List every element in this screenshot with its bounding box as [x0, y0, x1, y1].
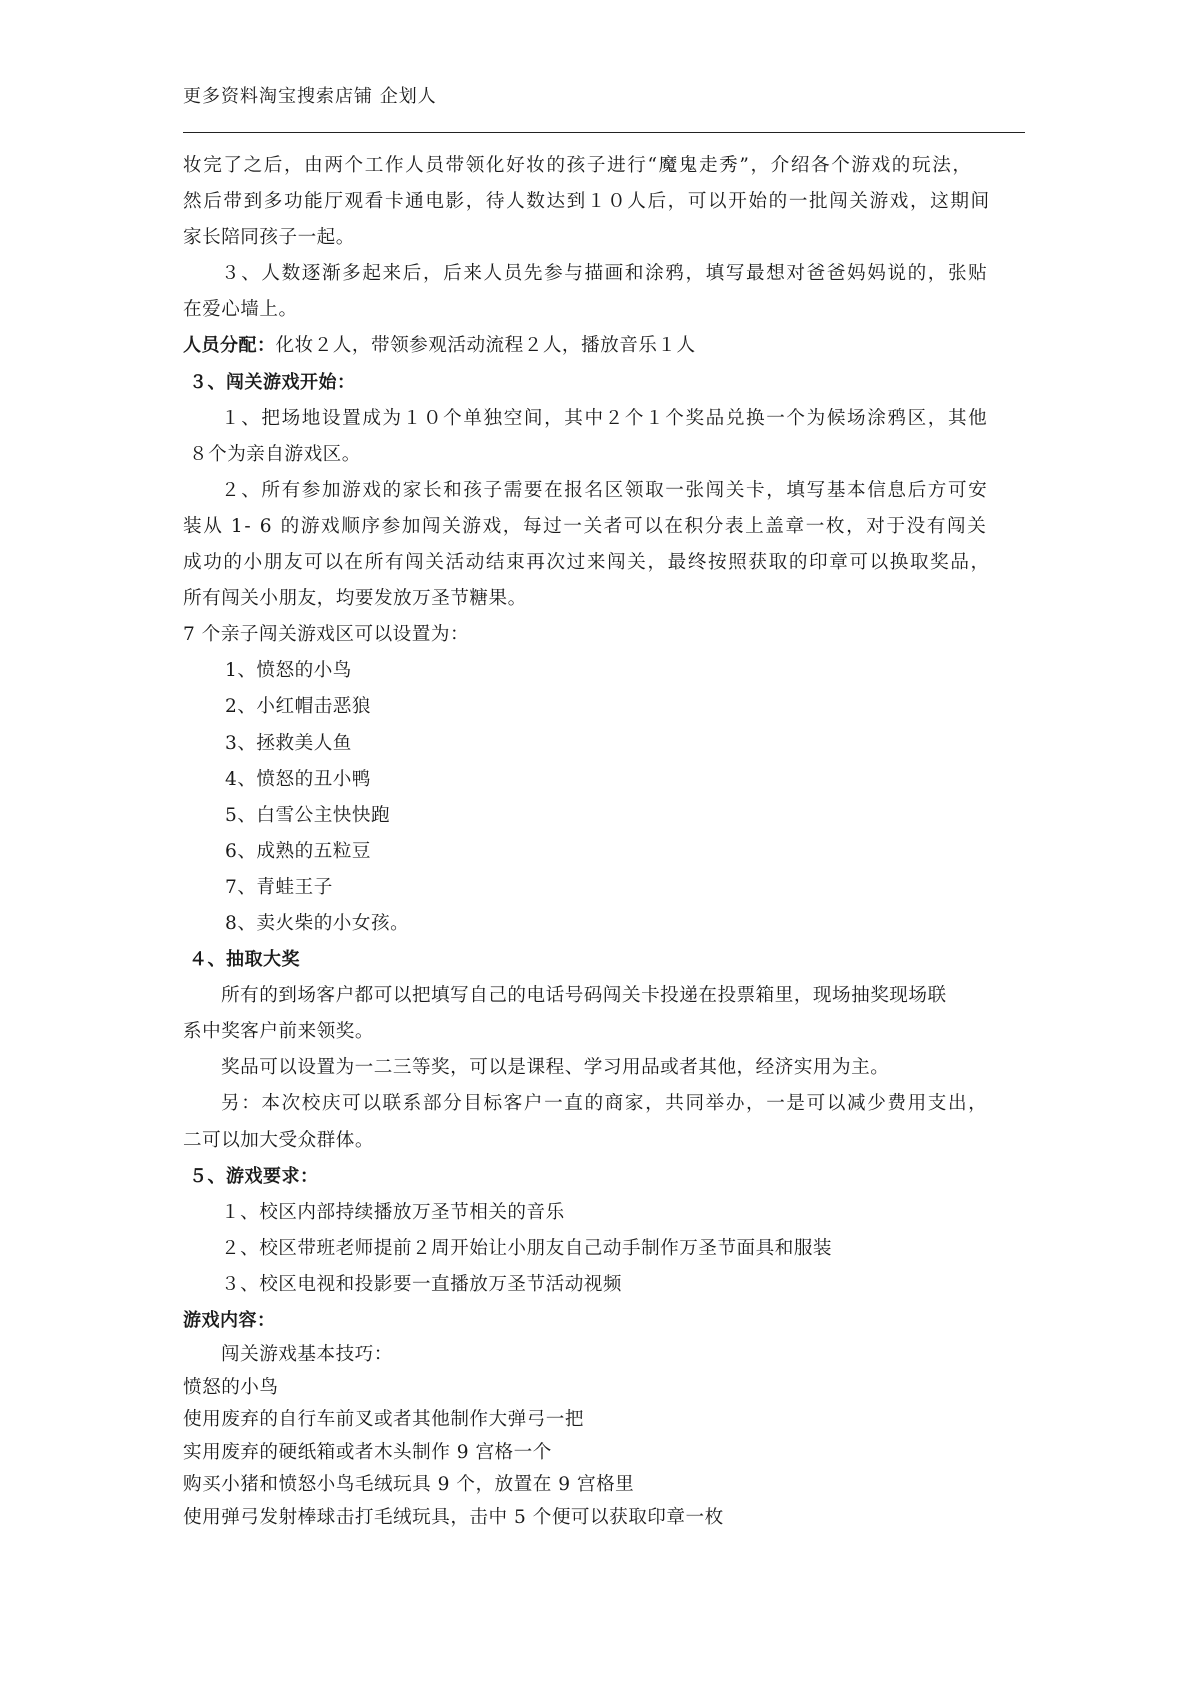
list-item: ３、校区电视和投影要一直播放万圣节活动视频 [221, 1273, 622, 1295]
paragraph-line: ８个为亲自游戏区。 [189, 443, 361, 465]
document-body [183, 148, 1025, 1534]
game-step: 实用废弃的硬纸箱或者木头制作 9 宫格一个 [183, 1441, 552, 1463]
paragraph-line: 然后带到多功能厅观看卡通电影，待人数达到１０人后，可以开始的一批闯关游戏，这期间 [183, 191, 991, 213]
paragraph-line: 系中奖客户前来领奖。 [183, 1021, 374, 1043]
game-content-heading: 游戏内容： [183, 1310, 276, 1331]
paragraph-line: 家长陪同孩子一起。 [183, 227, 355, 249]
section-5-heading: ５、游戏要求： [189, 1165, 319, 1187]
zones-intro: 7 个亲子闯关游戏区可以设置为： [183, 624, 470, 646]
list-item: 2、小红帽击恶狼 [225, 696, 371, 718]
list-item: 8、卖火柴的小女孩。 [225, 912, 410, 934]
header-divider [183, 132, 1025, 133]
paragraph-line: 奖品可以设置为一二三等奖，可以是课程、学习用品或者其他，经济实用为主。 [221, 1057, 890, 1079]
paragraph-line: 成功的小朋友可以在所有闯关活动结束再次过来闯关，最终按照获取的印章可以换取奖品， [183, 552, 991, 574]
paragraph-line: 二可以加大受众群体。 [183, 1129, 374, 1151]
paragraph-line: ３、人数逐渐多起来后，后来人员先参与描画和涂鸦，填写最想对爸爸妈妈说的，张贴 [221, 263, 989, 285]
paragraph-line: 所有闯关小朋友，均要发放万圣节糖果。 [183, 588, 527, 610]
paragraph-line: 另：本次校庆可以联系部分目标客户一直的商家，共同举办，一是可以减少费用支出， [221, 1093, 989, 1115]
staff-label: 人员分配： [183, 335, 276, 357]
game-step: 使用废弃的自行车前叉或者其他制作大弹弓一把 [183, 1409, 584, 1431]
game-detail-block [183, 1339, 1025, 1534]
staff-text: 化妆２人，带领参观活动流程２人，播放音乐１人 [275, 335, 696, 357]
section-3-heading: ３、闯关游戏开始： [189, 371, 356, 393]
skills-intro: 闯关游戏基本技巧： [221, 1344, 393, 1366]
paragraph-line: ２、所有参加游戏的家长和孩子需要在报名区领取一张闯关卡，填写基本信息后方可安 [221, 479, 989, 501]
list-item: 1、愤怒的小鸟 [225, 660, 352, 682]
paragraph-line: １、把场地设置成为１０个单独空间，其中２个１个奖品兑换一个为候场涂鸦区，其他 [221, 407, 989, 429]
list-item: 5、白雪公主快快跑 [225, 804, 391, 826]
section-4-heading: ４、抽取大奖 [189, 949, 300, 971]
paragraph-line: 所有的到场客户都可以把填写自己的电话号码闯关卡投递在投票箱里，现场抽奖现场联 [221, 985, 947, 1007]
page-header: 更多资料淘宝搜索店铺 企划人 [183, 86, 437, 107]
game-step: 购买小猪和愤怒小鸟毛绒玩具 9 个，放置在 9 宫格里 [183, 1474, 635, 1496]
list-item: ２、校区带班老师提前２周开始让小朋友自己动手制作万圣节面具和服装 [221, 1237, 833, 1259]
paragraph-line: 在爱心墙上。 [183, 299, 298, 321]
paragraph-line: 妆完了之后，由两个工作人员带领化好妆的孩子进行“魔鬼走秀”，介绍各个游戏的玩法， [183, 155, 973, 176]
list-item: 6、成熟的五粒豆 [225, 840, 371, 862]
list-item: 4、愤怒的丑小鸭 [225, 768, 371, 790]
staff-allocation [183, 328, 1025, 364]
paragraph-line: 装从 1- 6 的游戏顺序参加闯关游戏，每过一关者可以在积分表上盖章一枚，对于没有闯关 [183, 515, 988, 537]
list-item: 7、青蛙王子 [225, 876, 333, 898]
game-step: 使用弹弓发射棒球击打毛绒玩具，击中 5 个便可以获取印章一枚 [183, 1506, 724, 1528]
game-name: 愤怒的小鸟 [183, 1376, 279, 1398]
list-item: 3、拯救美人鱼 [225, 732, 352, 754]
list-item: １、校区内部持续播放万圣节相关的音乐 [221, 1201, 565, 1223]
